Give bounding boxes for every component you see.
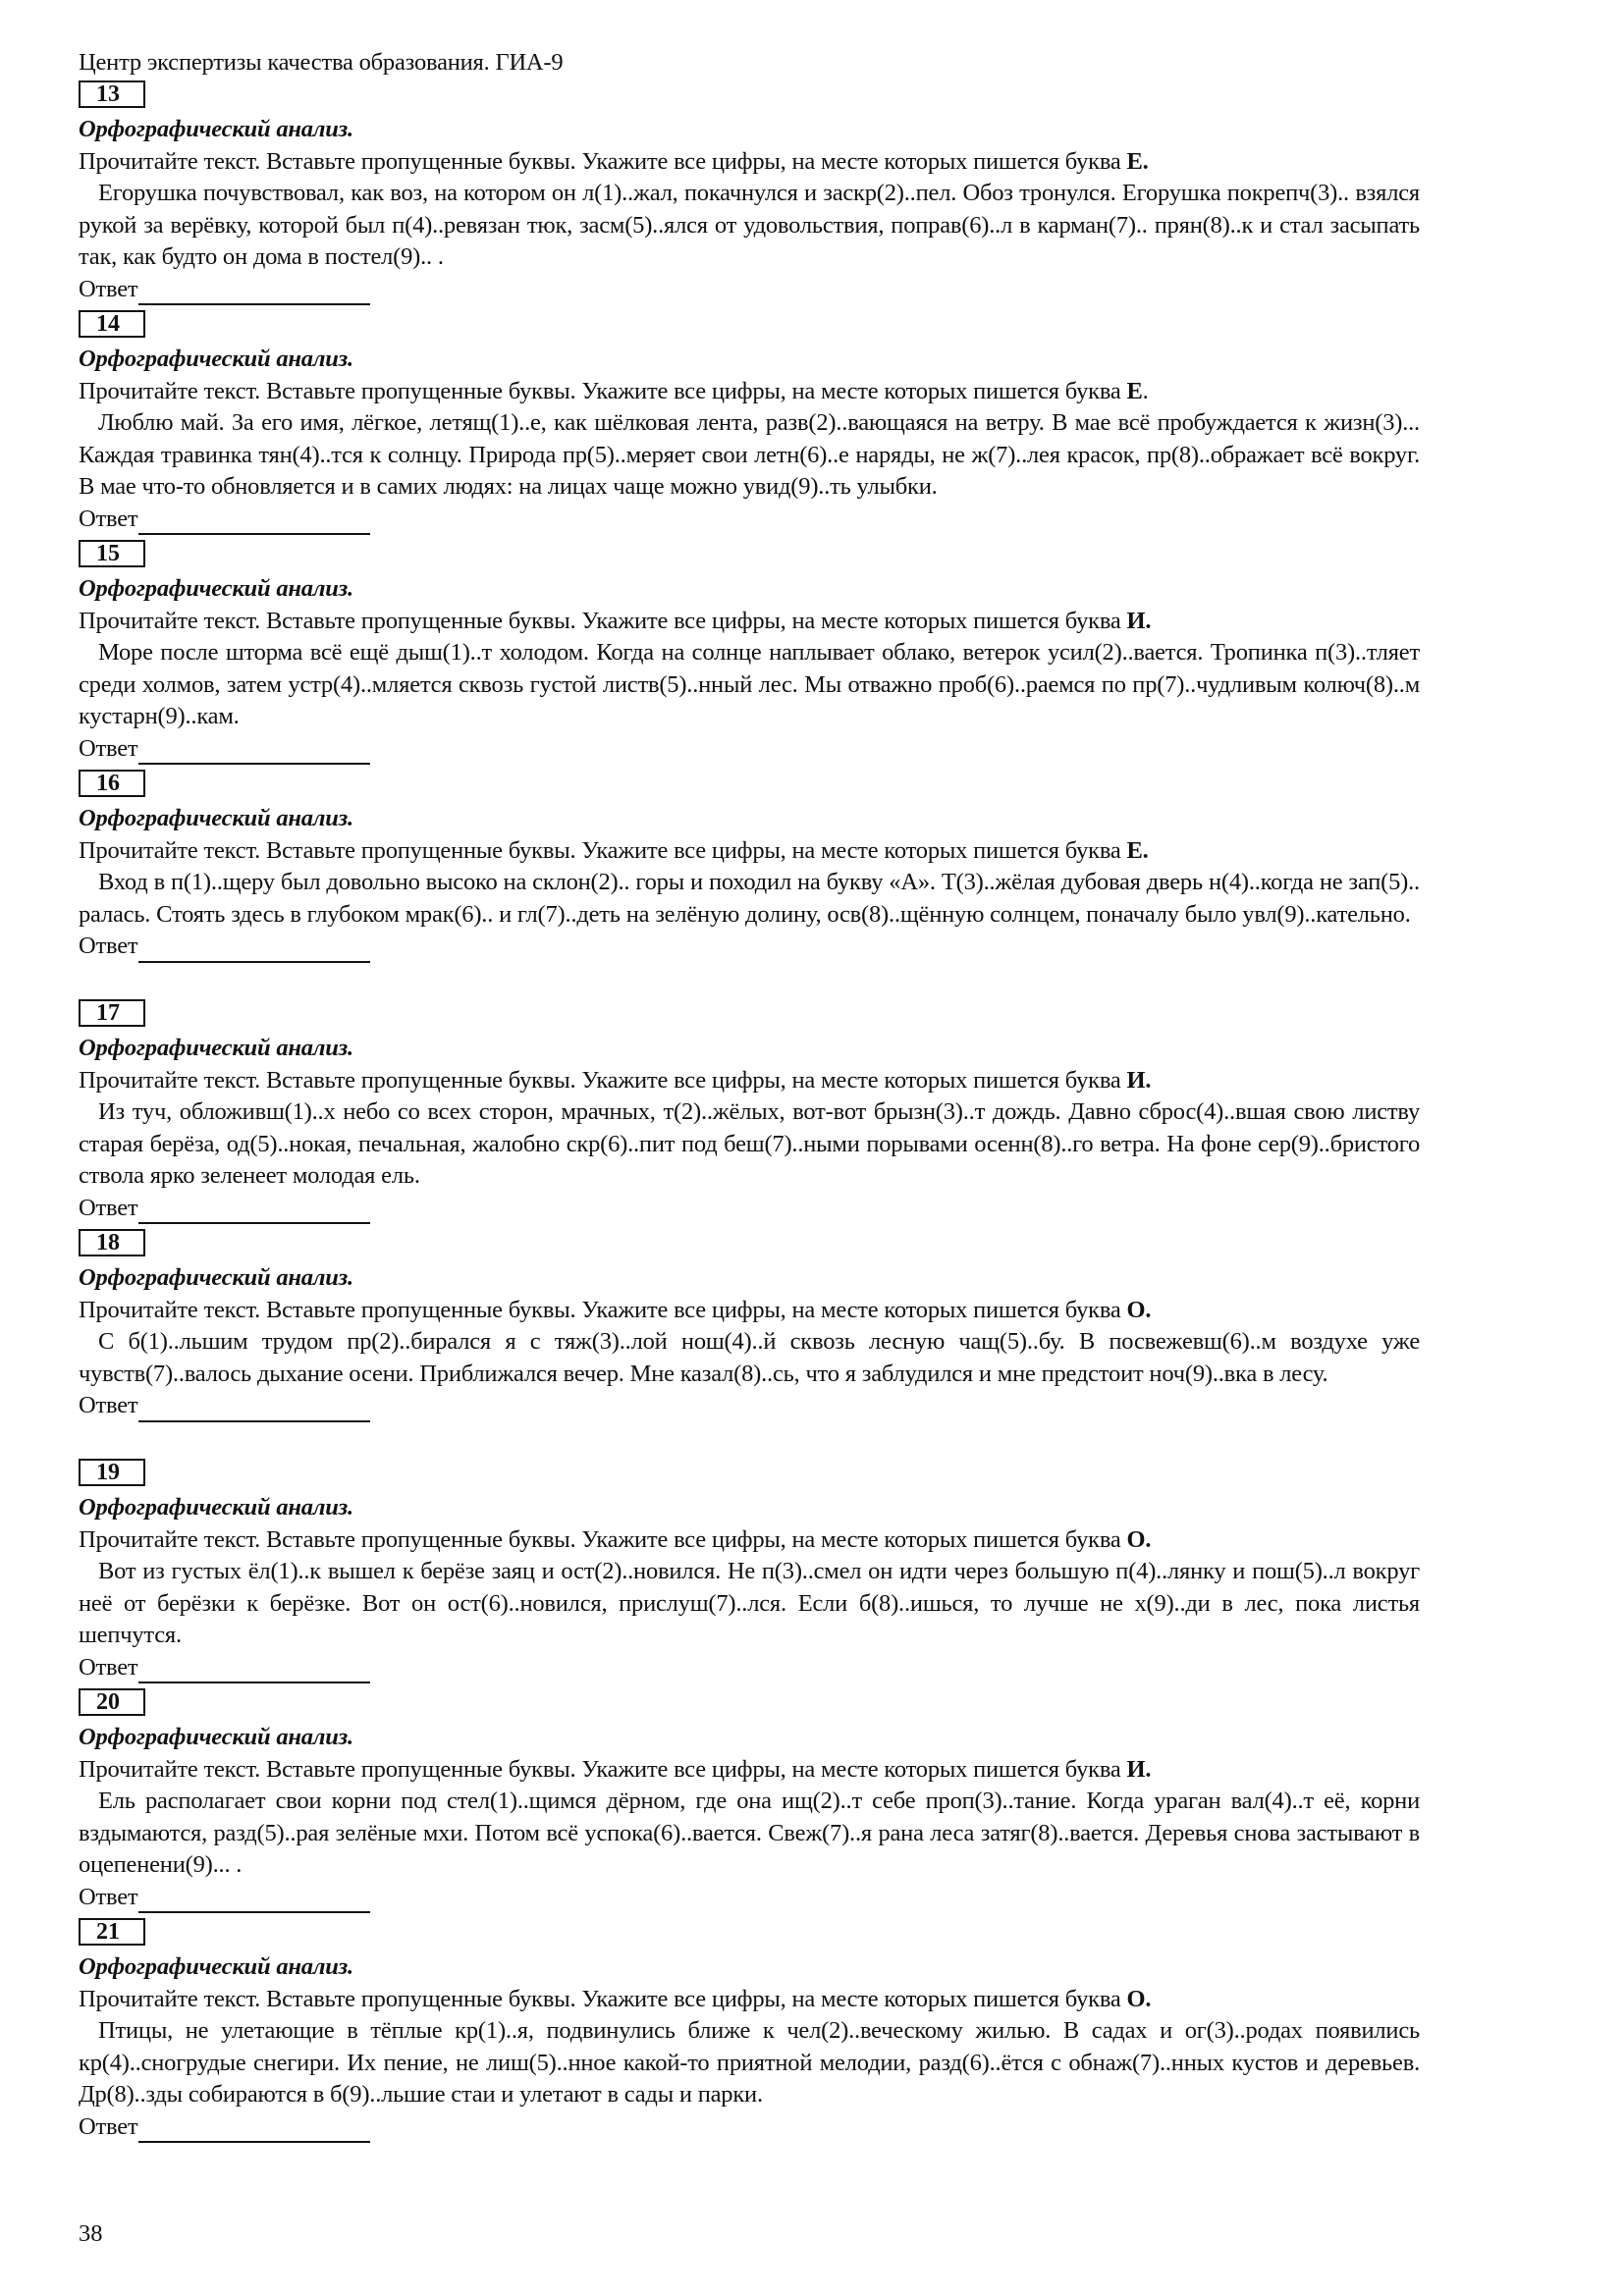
answer-label: Ответ	[79, 1653, 138, 1681]
task-passage: Егорушка почувствовал, как воз, на котором он л(1)..жал, покачнулся и заскр(2)..пел. Обоз тронулся. Егорушка покрепч(3).. взялся рукой за верёвку, которой был п(4)..ревязан тюк, засм(5)..ялся от удовольствия, поправ(6)..л в карман(7).. прян(8)..к и стал засыпать так, как будто он дома в постел(9).. .	[79, 180, 1420, 270]
letter-suffix: .	[1142, 377, 1149, 404]
target-letter: Е.	[1126, 147, 1149, 175]
task-block	[79, 1686, 1420, 1916]
task-title: Орфографический анализ.	[79, 1264, 353, 1291]
task-passage: Птицы, не улетающие в тёплые кр(1)..я, подвинулись ближе к чел(2)..веческому жилью. В садах и ог(3)..родах появились кр(4)..сногрудые снегири. Их пение, не лиш(5)..нное какой-то приятной мелодии, разд(6)..ётся с обнаж(7)..нных кустов и деревьев. Др(8)..зды собираются в б(9)..льшие стаи и улетают в сады и парки.	[79, 2017, 1420, 2108]
task-number: 21	[96, 1919, 120, 1945]
target-letter: Е	[1126, 377, 1143, 404]
answer-input-line[interactable]	[138, 1888, 370, 1913]
task-title: Орфографический анализ.	[79, 346, 353, 372]
answer-label: Ответ	[79, 734, 138, 762]
task-block	[79, 997, 1420, 1227]
task-title: Орфографический анализ.	[79, 1724, 353, 1750]
task-passage: Вход в п(1)..щеру был довольно высоко на склон(2).. горы и походил на букву «А». Т(3)..жёлая дубовая дверь н(4)..когда не зап(5).. ралась. Стоять здесь в глубоком мрак(6).. и гл(7)..деть на зелёную долину, осв(8)..щённую солнцем, поначалу было увл(9)..кательно.	[79, 869, 1420, 928]
answer-row	[79, 2111, 1420, 2144]
answer-row	[79, 1652, 1420, 1684]
task-passage: Вот из густых ёл(1)..к вышел к берёзе заяц и ост(2)..новился. Не п(3)..смел он идти через большую п(4)..лянку и пош(5)..л вокруг неё от берёзки к берёзке. Вот он ост(6)..новился, прислуш(7)..лся. Если б(8)..ишься, то лучше не х(9)..ди в лес, пока листья шепчутся.	[79, 1558, 1420, 1648]
task-title: Орфографический анализ.	[79, 1953, 353, 1980]
task-block	[79, 1227, 1420, 1457]
task-instruction	[79, 1295, 1420, 1327]
task-number-box	[79, 999, 145, 1027]
answer-label: Ответ	[79, 2112, 138, 2140]
answer-label: Ответ	[79, 933, 138, 959]
page-header: Центр экспертизы качества образования. ГИА-9	[79, 49, 564, 76]
task-number-box	[79, 770, 145, 797]
task-number: 20	[96, 1689, 120, 1715]
task-block	[79, 308, 1420, 538]
task-instruction	[79, 376, 1420, 408]
answer-input-line[interactable]	[138, 2117, 370, 2143]
instruction-text: Прочитайте текст. Вставьте пропущенные буквы. Укажите все цифры, на месте которых пишется буква	[79, 1066, 1127, 1094]
answer-input-line[interactable]	[138, 280, 370, 305]
answer-row	[79, 274, 1420, 306]
answer-input-line[interactable]	[138, 1397, 370, 1422]
task-number: 18	[96, 1230, 120, 1255]
task-block	[79, 1916, 1420, 2146]
task-body	[79, 1033, 1420, 1224]
task-instruction	[79, 606, 1420, 638]
task-body	[79, 1492, 1420, 1683]
target-letter: О.	[1126, 1525, 1152, 1553]
task-body	[79, 344, 1420, 535]
task-title: Орфографический анализ.	[79, 805, 353, 831]
task-list	[79, 79, 1420, 2146]
instruction-text: Прочитайте текст. Вставьте пропущенные буквы. Укажите все цифры, на месте которых пишется буква	[79, 1985, 1127, 2012]
task-number: 13	[96, 81, 120, 107]
task-number: 14	[96, 311, 120, 337]
answer-input-line[interactable]	[138, 739, 370, 765]
task-number-box	[79, 310, 145, 338]
task-number-box	[79, 540, 145, 567]
instruction-text: Прочитайте текст. Вставьте пропущенные буквы. Укажите все цифры, на месте которых пишется буква	[79, 1525, 1127, 1553]
document-page	[79, 47, 1420, 2146]
instruction-text: Прочитайте текст. Вставьте пропущенные буквы. Укажите все цифры, на месте которых пишется буква	[79, 607, 1127, 634]
task-body	[79, 1262, 1420, 1422]
task-body	[79, 114, 1420, 305]
target-letter: И.	[1126, 1066, 1152, 1094]
task-number-box	[79, 1918, 145, 1946]
task-body	[79, 573, 1420, 765]
task-passage: Люблю май. За его имя, лёгкое, летящ(1)..е, как шёлковая лента, разв(2)..вающаяся на ветру. В мае всё пробуждается к жизн(3)... Каждая травинка тян(4)..тся к солнцу. Природа пр(5)..меряет свои летн(6)..е наряды, не ж(7)..лея красок, пр(8)..ображает всё вокруг. В мае что-то обновляется и в самих людях: на лицах чаще можно увид(9)..ть улыбки.	[79, 409, 1420, 500]
page-number: 38	[79, 2220, 103, 2247]
target-letter: И.	[1126, 1755, 1152, 1783]
task-title: Орфографический анализ.	[79, 116, 353, 142]
task-instruction	[79, 1754, 1420, 1787]
instruction-text: Прочитайте текст. Вставьте пропущенные буквы. Укажите все цифры, на месте которых пишется буква	[79, 1296, 1127, 1323]
answer-label: Ответ	[79, 1194, 138, 1221]
answer-input-line[interactable]	[138, 937, 370, 963]
answer-row	[79, 504, 1420, 536]
instruction-text: Прочитайте текст. Вставьте пропущенные буквы. Укажите все цифры, на месте которых пишется буква	[79, 836, 1127, 864]
task-number: 16	[96, 771, 120, 796]
instruction-text: Прочитайте текст. Вставьте пропущенные буквы. Укажите все цифры, на месте которых пишется буква	[79, 377, 1127, 404]
instruction-text: Прочитайте текст. Вставьте пропущенные буквы. Укажите все цифры, на месте которых пишется буква	[79, 1755, 1127, 1783]
answer-input-line[interactable]	[138, 509, 370, 535]
task-block	[79, 79, 1420, 308]
task-passage: Ель располагает свои корни под стел(1)..щимся дёрном, где она ищ(2)..т себе проп(3)..тание. Когда ураган вал(4)..т её, корни вздымаются, разд(5)..рая зелёные мхи. Потом всё успока(6)..вается. Свеж(7)..я рана леса затяг(8)..вается. Деревья снова застывают в оцепенени(9)... .	[79, 1788, 1420, 1878]
answer-label: Ответ	[79, 275, 138, 302]
task-number: 17	[96, 1000, 120, 1026]
task-number-box	[79, 1229, 145, 1256]
answer-row	[79, 1390, 1420, 1422]
answer-input-line[interactable]	[138, 1658, 370, 1683]
answer-row	[79, 931, 1420, 963]
task-number-box	[79, 1459, 145, 1486]
target-letter: О.	[1126, 1296, 1152, 1323]
task-title: Орфографический анализ.	[79, 1494, 353, 1521]
instruction-text: Прочитайте текст. Вставьте пропущенные буквы. Укажите все цифры, на месте которых пишется буква	[79, 147, 1127, 175]
task-number-box	[79, 80, 145, 108]
answer-label: Ответ	[79, 505, 138, 532]
task-body	[79, 1951, 1420, 2143]
task-block	[79, 768, 1420, 997]
task-block	[79, 1457, 1420, 1686]
answer-row	[79, 733, 1420, 766]
task-number: 19	[96, 1460, 120, 1485]
task-number: 15	[96, 541, 120, 566]
task-instruction	[79, 1984, 1420, 2016]
task-instruction	[79, 146, 1420, 179]
answer-row	[79, 1193, 1420, 1225]
answer-row	[79, 1882, 1420, 1914]
task-passage: Из туч, обложивш(1)..х небо со всех сторон, мрачных, т(2)..жёлых, вот-вот брызн(3)..т дождь. Давно сброс(4)..вшая свою листву старая берёза, од(5)..нокая, печальная, жалобно скр(6)..пит под беш(7)..ными порывами осенн(8)..го ветра. На фоне сер(9)..бристого ствола ярко зеленеет молодая ель.	[79, 1098, 1420, 1189]
task-block	[79, 538, 1420, 768]
task-body	[79, 1722, 1420, 1913]
task-body	[79, 803, 1420, 963]
target-letter: И.	[1126, 607, 1152, 634]
task-title: Орфографический анализ.	[79, 1035, 353, 1061]
task-passage: Море после шторма всё ещё дыш(1)..т холодом. Когда на солнце наплывает облако, ветерок усил(2)..вается. Тропинка п(3)..тляет среди холмов, затем устр(4)..мляется сквозь густой листв(5)..нный лес. Мы отважно проб(6)..раемся по пр(7)..чудливым колюч(8)..м кустарн(9)..кам.	[79, 639, 1420, 729]
answer-label: Ответ	[79, 1883, 138, 1910]
task-instruction	[79, 1065, 1420, 1097]
task-instruction	[79, 1524, 1420, 1557]
task-number-box	[79, 1688, 145, 1716]
task-passage: С б(1)..льшим трудом пр(2)..бирался я с тяж(3)..лой нош(4)..й сквозь лесную чащ(5)..бу. В посвежевш(6)..м воздухе уже чувств(7)..валось дыхание осени. Приближался вечер. Мне казал(8)..сь, что я заблудился и мне предстоит ноч(9)..вка в лесу.	[79, 1328, 1420, 1387]
answer-input-line[interactable]	[138, 1199, 370, 1224]
task-title: Орфографический анализ.	[79, 575, 353, 602]
answer-label: Ответ	[79, 1392, 138, 1418]
target-letter: Е.	[1126, 836, 1149, 864]
target-letter: О.	[1126, 1985, 1152, 2012]
task-instruction	[79, 835, 1420, 868]
